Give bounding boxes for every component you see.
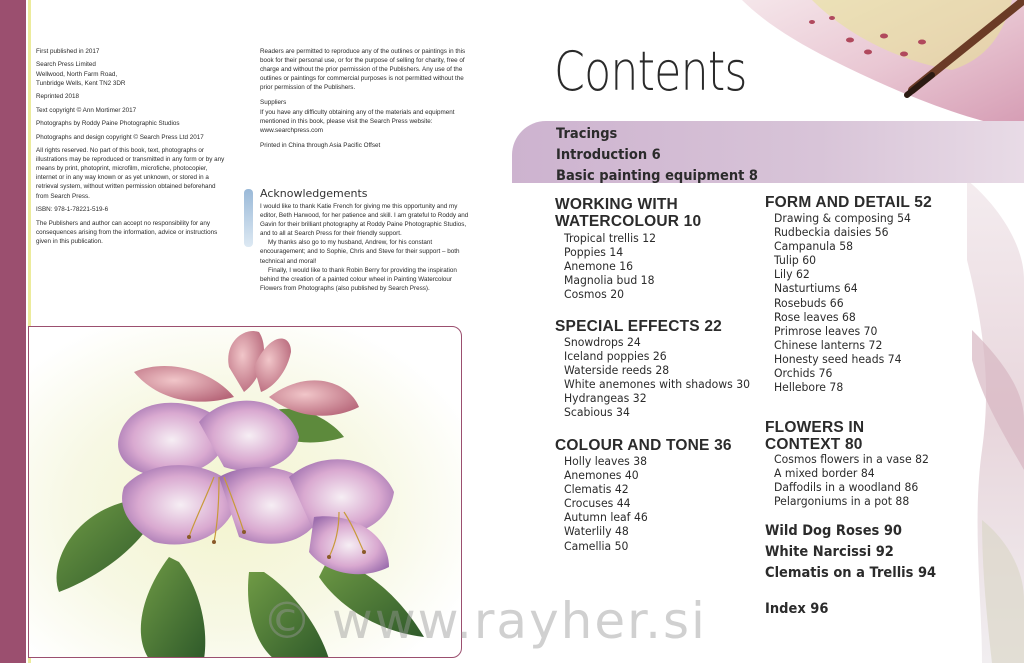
toc-project-wild-dog-roses[interactable]: Wild Dog Roses 90: [765, 523, 903, 539]
toc-item[interactable]: Anemones 40: [564, 468, 639, 483]
toc-item[interactable]: Iceland poppies 26: [564, 349, 667, 364]
watermark: © www.rayher.si: [262, 592, 707, 650]
acknowledgements-title: Acknowledgements: [260, 187, 368, 200]
toc-entry-introduction[interactable]: Introduction 6: [556, 147, 661, 163]
toc-item[interactable]: Waterside reeds 28: [564, 363, 670, 378]
imprint-line: Photographs and design copyright © Search Press Ltd 2017: [36, 133, 204, 141]
toc-item[interactable]: Magnolia bud 18: [564, 273, 655, 288]
acknowledgements-text: [260, 202, 474, 293]
imprint-line: First published in 2017: [36, 48, 100, 55]
right-page: [512, 0, 1024, 663]
section-items-special-effects: [564, 335, 750, 420]
toc-item[interactable]: Hydrangeas 32: [564, 391, 647, 406]
toc-item[interactable]: Cosmos 20: [564, 287, 625, 302]
toc-item[interactable]: Hellebore 78: [774, 380, 844, 395]
toc-item[interactable]: Pelargoniums in a pot 88: [774, 494, 910, 509]
toc-entry-equipment[interactable]: Basic painting equipment 8: [556, 168, 758, 184]
toc-item[interactable]: Daffodils in a woodland 86: [774, 480, 919, 495]
toc-item[interactable]: Tropical trellis 12: [564, 231, 657, 245]
section-items-form-and-detail: [774, 211, 911, 394]
toc-item[interactable]: Primrose leaves 70: [774, 323, 878, 338]
toc-item[interactable]: Camellia 50: [564, 538, 629, 553]
spine-color-bar: [0, 0, 26, 663]
section-title-working-with-watercolour[interactable]: WORKING WITH WATERCOLOUR 10: [555, 196, 702, 230]
toc-item[interactable]: A mixed border 84: [774, 466, 875, 481]
imprint-line: Reprinted 2018: [36, 93, 80, 101]
imprint-column: [36, 47, 226, 250]
section-title-form-and-detail[interactable]: FORM AND DETAIL 52: [765, 194, 932, 211]
toc-entry-tracings[interactable]: Tracings: [556, 126, 618, 142]
section-title-colour-and-tone[interactable]: COLOUR AND TONE 36: [555, 437, 732, 454]
toc-item[interactable]: Orchids 76: [774, 366, 833, 381]
permissions-column: [260, 47, 475, 156]
toc-item[interactable]: Poppies 14: [564, 245, 624, 260]
toc-item[interactable]: Snowdrops 24: [564, 335, 641, 349]
section-title-special-effects[interactable]: SPECIAL EFFECTS 22: [555, 318, 722, 335]
toc-item[interactable]: White anemones with shadows 30: [564, 377, 751, 392]
toc-project-clematis-trellis[interactable]: Clematis on a Trellis 94: [765, 565, 937, 581]
section-items-colour-and-tone: [564, 454, 648, 553]
section-title-flowers-in-context[interactable]: FLOWERS IN CONTEXT 80: [765, 419, 865, 453]
toc-item[interactable]: Tulip 60: [774, 253, 817, 268]
ack-paragraph: I would like to thank Katie French for giving me this opportunity and my editor, Beth Harwood, for her patience and skill. I am grateful to Roddy and Gavin for their brilliant photography at Roddy Paine Photographic Studios, and to all at Search Press for their friendly support.: [260, 203, 469, 238]
toc-item[interactable]: Rose leaves 68: [774, 309, 856, 324]
ack-paragraph: Finally, I would like to thank Robin Berry for providing the inspiration behind the creation of a painted colour wheel in Painting Watercolour Flowers from Photographs (also published by Search Press).: [260, 266, 457, 292]
rights-notice: All rights reserved. No part of this book, text, photographs or illustrations may be reproduced or transmitted in any form or by any means by print, photoprint, microfilm, microfiche, photocopier, internet or in any way known or as yet unknown, or stored in a retrieval system, without written permission obtained beforehand from Search Press.: [36, 147, 225, 200]
printed-in: Printed in China through Asia Pacific Offset: [260, 141, 381, 149]
toc-item[interactable]: Drawing & composing 54: [774, 211, 911, 225]
isbn: ISBN: 978-1-78221-519-6: [36, 206, 109, 214]
toc-item[interactable]: Honesty seed heads 74: [774, 351, 902, 366]
toc-item[interactable]: Anemone 16: [564, 259, 634, 274]
contents-title: Contents: [554, 40, 747, 103]
toc-item[interactable]: Scabious 34: [564, 405, 630, 420]
toc-item[interactable]: Lily 62: [774, 267, 810, 282]
toc-item[interactable]: Crocuses 44: [564, 496, 631, 511]
toc-item[interactable]: Rosebuds 66: [774, 295, 844, 310]
toc-item[interactable]: Nasturtiums 64: [774, 281, 858, 296]
toc-item[interactable]: Holly leaves 38: [564, 454, 648, 468]
section-items-working-with-watercolour: [564, 231, 656, 301]
toc-index[interactable]: Index 96: [765, 601, 829, 617]
toc-item[interactable]: Rudbeckia daisies 56: [774, 225, 889, 240]
imprint-address: Search Press Limited Wellwood, North Farm Road, Tunbridge Wells, Kent TN2 3DR: [36, 61, 126, 87]
acknowledgements-accent: [244, 189, 253, 247]
toc-item[interactable]: Autumn leaf 46: [564, 510, 648, 525]
imprint-line: Photographs by Roddy Paine Photographic Studios: [36, 120, 180, 128]
suppliers-text: Suppliers If you have any difficulty obtaining any of the materials and equipment mentioned in this book, please visit the Search Press website: www.searchpress.com: [260, 99, 455, 134]
toc-item[interactable]: Waterlily 48: [564, 524, 629, 539]
permissions-text: Readers are permitted to reproduce any of the outlines or paintings in this book for their personal use, or for the purpose of selling for charity, free of charge and without the prior permission of the Publishers. Any use of the outlines or paintings for commercial purposes is not permitted without the prior permission of the Publishers.: [260, 48, 466, 92]
imprint-line: Text copyright © Ann Mortimer 2017: [36, 106, 137, 114]
ack-paragraph: My thanks also go to my husband, Andrew, for his constant encouragement; and to Sophie, Chris and Steve for their support – both technical and moral!: [260, 239, 460, 265]
section-items-flowers-in-context: [774, 452, 929, 508]
toc-item[interactable]: Cosmos flowers in a vase 82: [774, 452, 929, 466]
disclaimer: The Publishers and author can accept no responsibility for any consequences arising from the information, advice or instructions given in this publication.: [36, 219, 218, 245]
toc-item[interactable]: Campanula 58: [774, 239, 854, 254]
toc-item[interactable]: Chinese lanterns 72: [774, 337, 883, 352]
toc-project-white-narcissi[interactable]: White Narcissi 92: [765, 544, 894, 560]
toc-item[interactable]: Clematis 42: [564, 482, 629, 497]
